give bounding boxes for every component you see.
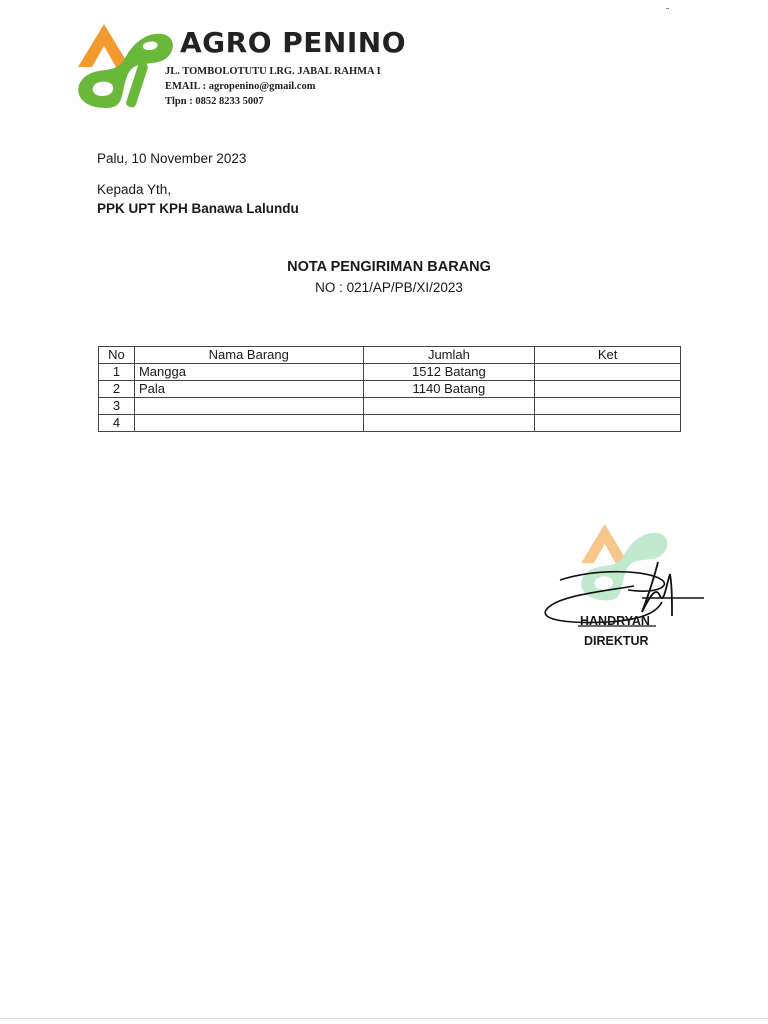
company-email: EMAIL : agropenino@gmail.com <box>165 81 316 92</box>
row-no: 2 <box>99 381 135 398</box>
row-item-name: Pala <box>134 381 363 398</box>
row-item-name <box>134 415 363 432</box>
row-no: 3 <box>99 398 135 415</box>
scan-mark <box>666 8 669 9</box>
table-row <box>99 364 681 381</box>
row-no: 4 <box>99 415 135 432</box>
document-title: NOTA PENGIRIMAN BARANG <box>287 259 491 275</box>
header-no: No <box>99 347 135 364</box>
row-item-name: Mangga <box>134 364 363 381</box>
letter-date: Palu, 10 November 2023 <box>97 151 247 166</box>
row-quantity <box>363 398 535 415</box>
company-contact-block <box>165 64 381 109</box>
table-row <box>99 398 681 415</box>
table-header-row <box>99 347 681 364</box>
row-quantity: 1512 Batang <box>363 364 535 381</box>
header-notes: Ket <box>535 347 681 364</box>
row-notes <box>535 364 681 381</box>
signer-title: DIREKTUR <box>584 634 649 648</box>
company-address: JL. TOMBOLOTUTU LRG. JABAL RAHMA I <box>165 66 381 77</box>
letter-recipient: PPK UPT KPH Banawa Lalundu <box>97 201 299 216</box>
signer-name: HANDRYAN <box>580 614 650 628</box>
document-number: NO : 021/AP/PB/XI/2023 <box>315 280 463 295</box>
row-no: 1 <box>99 364 135 381</box>
row-notes <box>535 398 681 415</box>
header-quantity: Jumlah <box>363 347 535 364</box>
items-table <box>98 346 681 432</box>
company-logo-icon <box>68 22 178 114</box>
company-phone: Tlpn : 0852 8233 5007 <box>165 96 264 107</box>
header-item-name: Nama Barang <box>134 347 363 364</box>
row-notes <box>535 415 681 432</box>
scan-edge-line <box>0 1018 768 1019</box>
company-name: AGRO PENINO <box>180 26 406 59</box>
row-quantity: 1140 Batang <box>363 381 535 398</box>
row-notes <box>535 381 681 398</box>
row-quantity <box>363 415 535 432</box>
table-row <box>99 415 681 432</box>
letter-greeting: Kepada Yth, <box>97 182 172 197</box>
table-row <box>99 381 681 398</box>
row-item-name <box>134 398 363 415</box>
